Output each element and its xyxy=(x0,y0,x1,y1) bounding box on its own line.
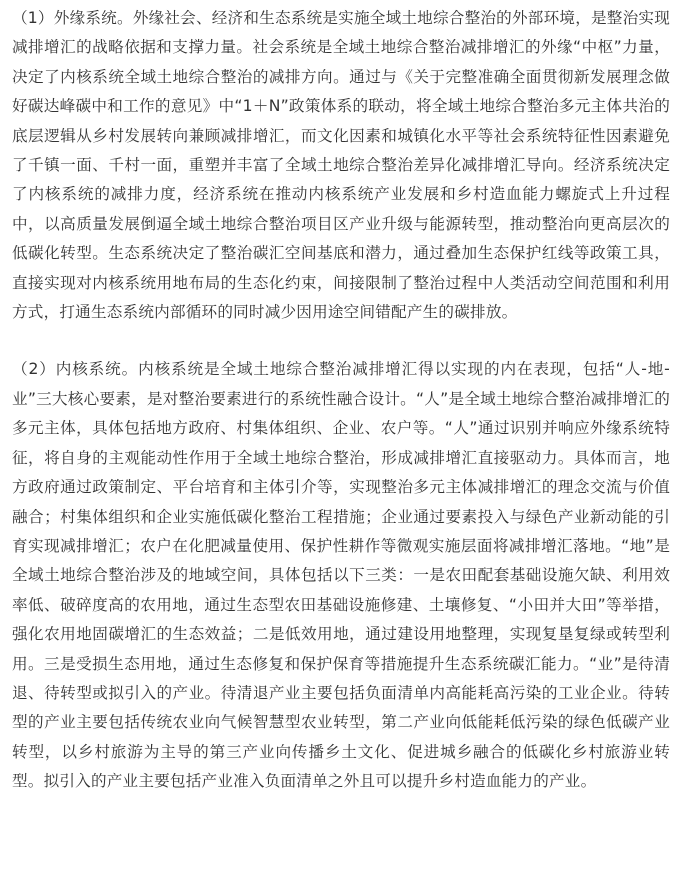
paragraph-core-system: （2）内核系统。内核系统是全域土地综合整治减排增汇得以实现的内在表现，包括“人-地-业”三大核心要素，是对整治要素进行的系统性融合设计。“人”是全域土地综合整治减排增汇的多元主体，具体包括地方政府、村集体组织、企业、农户等。“人”通过识别并响应外缘系统特征，将自身的主观能动性作用于全域土地综合整治，形成减排增汇直接驱动力。具体而言，地方政府通过政策制定、平台培育和主体引介等，实现整治多元主体减排增汇的理念交流与价值融合；村集体组织和企业实施低碳化整治工程措施；企业通过要素投入与绿色产业新动能的引育实现减排增汇；农户在化肥减量使用、保护性耕作等微观实施层面将减排增汇落地。“地”是全域土地综合整治涉及的地域空间，具体包括以下三类：一是农田配套基础设施欠缺、利用效率低、破碎度高的农用地，通过生态型农田基础设施修建、土壤修复、“小田并大田”等举措，强化农用地固碳增汇的生态效益；二是低效用地，通过建设用地整理，实现复垦复绿或转型利用。三是受损生态用地，通过生态修复和保护保育等措施提升生态系统碳汇能力。“业”是待清退、待转型或拟引入的产业。待清退产业主要包括负面清单内高能耗高污染的工业企业。待转型的产业主要包括传统农业向气候智慧型农业转型，第二产业向低能耗低污染的绿色低碳产业转型，以乡村旅游为主导的第三产业向传播乡土文化、促进城乡融合的低碳化乡村旅游业转型。拟引入的产业主要包括产业准入负面清单之外且可以提升乡村造血能力的产业。 xyxy=(12,360,670,791)
paragraph-spacer xyxy=(12,327,670,355)
paragraph-outer-system: （1）外缘系统。外缘社会、经济和生态系统是实施全域土地综合整治的外部环境，是整治实现减排增汇的战略依据和支撑力量。社会系统是全域土地综合整治减排增汇的外缘“中枢”力量，决定了内核系统全域土地综合整治的减排方向。通过与《关于完整准确全面贯彻新发展理念做好碳达峰碳中和工作的意见》中“1＋N”政策体系的联动，将全域土地综合整治多元主体共治的底层逻辑从乡村发展转向兼顾减排增汇，而文化因素和城镇化水平等社会系统特征性因素避免了千镇一面、千村一面，重塑并丰富了全域土地综合整治差异化减排增汇导向。经济系统决定了内核系统的减排力度，经济系统在推动内核系统产业发展和乡村造血能力螺旋式上升过程中，以高质量发展倒逼全域土地综合整治项目区产业升级与能源转型，推动整治向更高层次的低碳化转型。生态系统决定了整治碳汇空间基底和潜力，通过叠加生态保护红线等政策工具，直接实现对内核系统用地布局的生态化约束，间接限制了整治过程中人类活动空间范围和利用方式，打通生态系统内部循环的同时减少因用途空间错配产生的碳排放。 xyxy=(12,9,670,322)
